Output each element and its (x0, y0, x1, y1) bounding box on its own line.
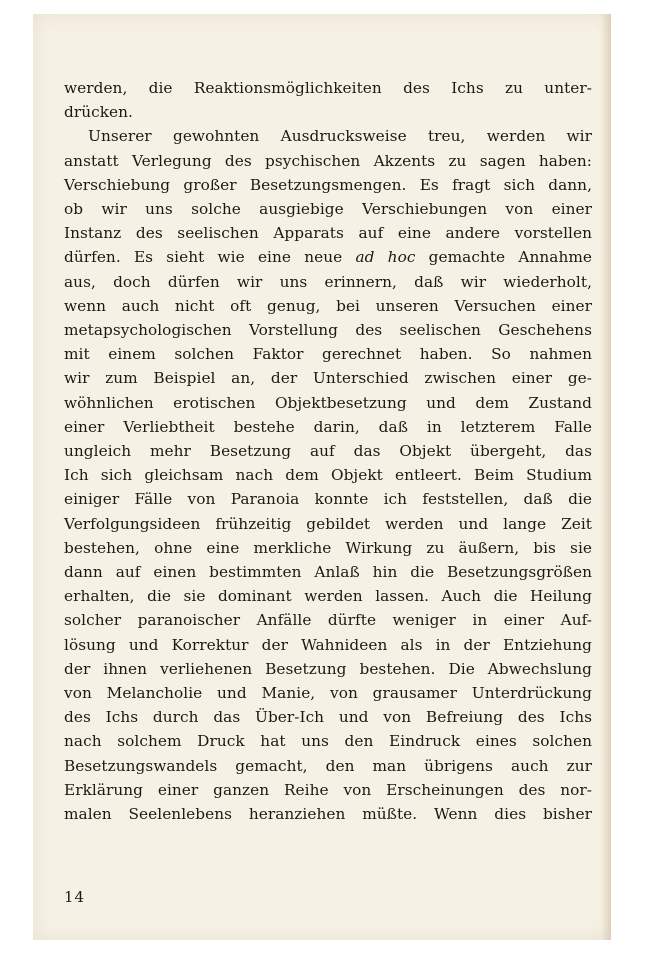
text-line: der ihnen verliehenen Besetzung bestehen. Die Abwechslung (64, 659, 592, 678)
text-line: Verfolgungsideen frühzeitig gebildet werden und lange Zeit (64, 514, 592, 533)
text-line: werden, die Reaktionsmöglichkeiten des Ichs zu unter- (64, 79, 592, 97)
text-line: Unserer gewohnten Ausdrucksweise treu, werden wir (88, 127, 592, 146)
text-line: anstatt Verlegung des psychischen Akzents zu sagen haben: (64, 151, 592, 170)
paragraph-main (64, 124, 592, 826)
text-line: Ich sich gleichsam nach dem Objekt entleert. Beim Studium (64, 466, 592, 485)
text-line: drücken. (64, 103, 133, 122)
text-line: Erklärung einer ganzen Reihe von Erscheinungen des nor- (64, 780, 592, 799)
text-line: dann auf einen bestimmten Anlaß hin die Besetzungsgrößen (64, 563, 592, 582)
italic-phrase: ad hoc (355, 248, 416, 267)
text-line: Verschiebung großer Besetzungsmengen. Es fragt sich dann, (64, 175, 592, 194)
text-line: nach solchem Druck hat uns den Eindruck eines solchen (64, 732, 592, 751)
text-line: des Ichs durch das Über-Ich und von Befreiung des Ichs (64, 708, 592, 727)
text-line: metapsychologischen Vorstellung des seelischen Geschehens (64, 321, 592, 340)
text-line: Besetzungswandels gemacht, den man übrigens auch zur (64, 756, 592, 775)
text-line: wir zum Beispiel an, der Unterschied zwischen einer ge- (64, 369, 592, 388)
text-line: solcher paranoischer Anfälle dürfte weniger in einer Auf- (64, 611, 592, 630)
text-line-with-italic: dürfen. Es sieht wie eine neue ad hoc gemachte Annahme (64, 248, 593, 267)
book-page (33, 14, 611, 940)
text-line: wenn auch nicht oft genug, bei unseren Versuchen einer (64, 296, 592, 315)
text-line: lösung und Korrektur der Wahnideen als in der Entziehung (64, 635, 592, 654)
paragraph-continuation (64, 76, 592, 124)
text-line: ungleich mehr Besetzung auf das Objekt übergeht, das (64, 442, 592, 461)
body-text (64, 76, 592, 826)
page-gutter-shadow (601, 14, 611, 940)
text-line: aus, doch dürfen wir uns erinnern, daß wir wiederholt, (64, 272, 592, 291)
text-line: Instanz des seelischen Apparats auf eine andere vorstellen (64, 224, 592, 243)
text-line: bestehen, ohne eine merkliche Wirkung zu äußern, bis sie (64, 538, 592, 557)
text-line: malen Seelenlebens heranziehen müßte. Wenn dies bisher (64, 805, 592, 824)
text-line: ob wir uns solche ausgiebige Verschiebungen von einer (64, 200, 592, 219)
text-line: von Melancholie und Manie, von grausamer Unterdrückung (64, 684, 592, 703)
page-number: 14 (64, 888, 86, 906)
text-line: mit einem solchen Faktor gerechnet haben. So nahmen (64, 345, 592, 364)
text-line: wöhnlichen erotischen Objektbesetzung und dem Zustand (64, 393, 592, 412)
text-line: einiger Fälle von Paranoia konnte ich feststellen, daß die (64, 490, 592, 509)
text-line: erhalten, die sie dominant werden lassen. Auch die Heilung (64, 587, 592, 606)
text-line: einer Verliebtheit bestehe darin, daß in letzterem Falle (64, 417, 592, 436)
